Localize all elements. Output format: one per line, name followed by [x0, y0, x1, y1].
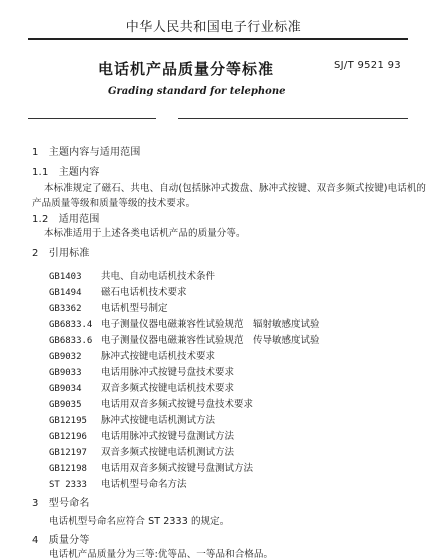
section-title: 主题内容与适用范围	[48, 147, 141, 158]
section-title: 引用标准	[48, 248, 90, 259]
section-title: 适用范围	[58, 214, 100, 225]
separator-left	[28, 118, 156, 119]
reference-title: 共电、自动电话机技术条件	[101, 271, 216, 282]
section-title: 质量分等	[48, 535, 90, 546]
paragraph-1-2: 本标准适用于上述各类电话机产品的质量分等。	[44, 228, 246, 239]
standard-code: SJ/T 9521 93	[334, 60, 401, 71]
section-1-1-heading	[32, 163, 100, 178]
reference-code: GB12197	[49, 448, 87, 458]
reference-code: GB9033	[49, 368, 82, 378]
reference-code: GB1494	[49, 288, 82, 298]
reference-title: 磁石电话机技术要求	[101, 287, 187, 298]
reference-code: ST 2333	[49, 480, 87, 490]
section-title: 型号命名	[48, 498, 90, 509]
reference-title: 脉冲式按键电话机技术要求	[101, 351, 216, 362]
header-rule	[28, 38, 408, 40]
reference-code: GB12198	[49, 464, 87, 474]
reference-code: GB1403	[49, 272, 82, 282]
section-number: 4	[32, 535, 39, 546]
section-number: 3	[32, 498, 39, 509]
reference-title: 双音多频式按键电话机技术要求	[101, 383, 235, 394]
separator-right	[178, 118, 408, 119]
reference-code: GB6833.4	[49, 320, 93, 330]
reference-title: 电话机型号制定	[101, 303, 168, 314]
reference-title: 双音多频式按键电话机测试方法	[101, 447, 235, 458]
section-number: 1.2	[32, 214, 49, 225]
section-1-heading	[32, 143, 141, 158]
reference-title: 电子测量仪器电磁兼容性试验规范 传导敏感度试验	[101, 335, 320, 346]
document-title: 电话机产品质量分等标准	[98, 60, 275, 78]
reference-title: 电话用脉冲式按键号盘技术要求	[101, 367, 235, 378]
section-number: 2	[32, 248, 39, 259]
reference-code: GB9032	[49, 352, 82, 362]
reference-title: 电话机型号命名方法	[101, 479, 187, 490]
section-3-heading	[32, 494, 90, 509]
reference-title: 电话用脉冲式按键号盘测试方法	[101, 431, 235, 442]
section-2-heading	[32, 244, 90, 259]
paragraph-3: 电话机型号命名应符合 ST 2333 的规定。	[49, 516, 230, 527]
reference-title: 电话用双音多频式按键号盘测试方法	[101, 463, 254, 474]
reference-code: GB9035	[49, 400, 82, 410]
english-title: Grading standard for telephone	[108, 86, 286, 97]
paragraph-1-1-line2: 产品质量等级和质量等级的技术要求。	[32, 198, 196, 209]
reference-code: GB9034	[49, 384, 82, 394]
reference-item	[49, 472, 187, 491]
section-number: 1.1	[32, 167, 49, 178]
reference-title: 脉冲式按键电话机测试方法	[101, 415, 216, 426]
section-4-heading	[32, 531, 90, 546]
reference-code: GB3362	[49, 304, 82, 314]
header-title: 中华人民共和国电子行业标准	[125, 20, 302, 35]
section-1-2-heading	[32, 210, 100, 225]
reference-title: 电子测量仪器电磁兼容性试验规范 辐射敏感度试验	[101, 319, 320, 330]
paragraph-4: 电话机产品质量分为三等:优等品、一等品和合格品。	[49, 549, 274, 560]
reference-code: GB6833.6	[49, 336, 93, 346]
paragraph-1-1-line1: 本标准规定了磁石、共电、自动(包括脉冲式拨盘、脉冲式按键、双音多频式按键)电话机的	[44, 183, 427, 194]
section-title: 主题内容	[58, 167, 100, 178]
reference-title: 电话用双音多频式按键号盘技术要求	[101, 399, 254, 410]
reference-code: GB12195	[49, 416, 87, 426]
section-number: 1	[32, 147, 39, 158]
reference-code: GB12196	[49, 432, 87, 442]
